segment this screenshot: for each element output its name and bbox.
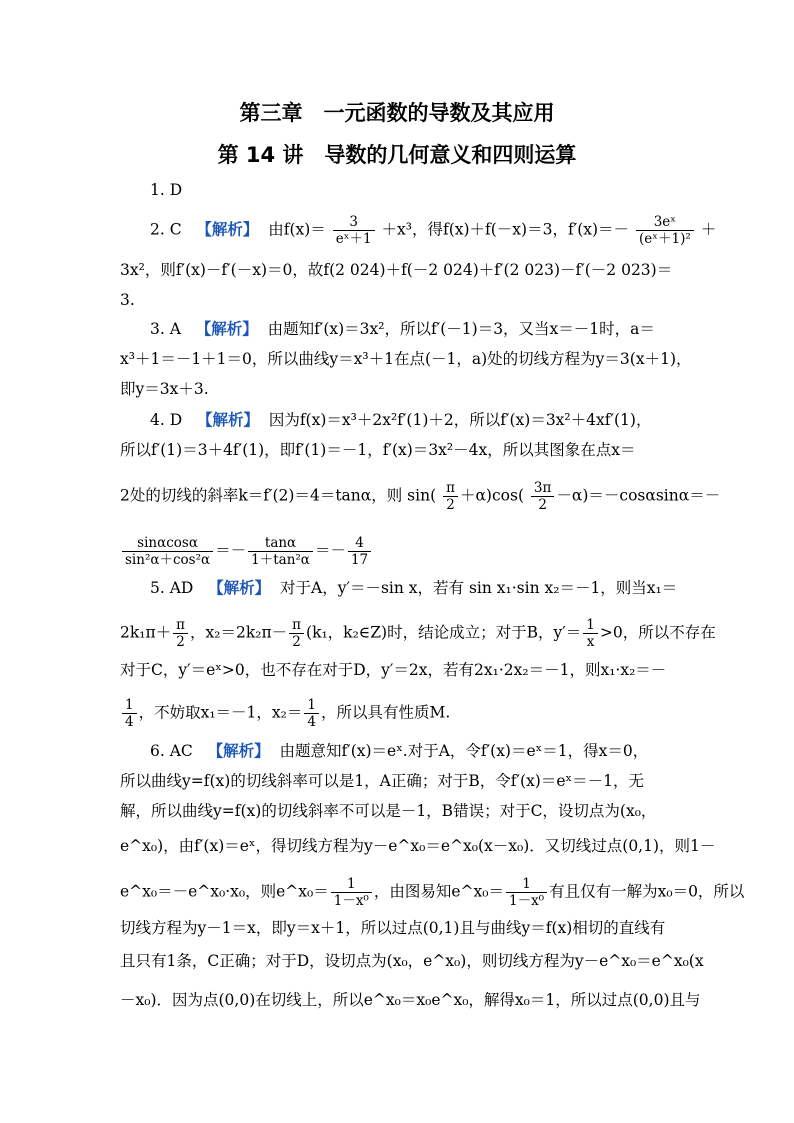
answer-6-line-2: 所以曲线y=f(x)的切线斜率可以是1，A正确；对于B，令f′(x)＝eˣ＝－1，无 [120,772,644,790]
answer-5-line-1 [150,578,676,598]
answer-4-line-3: 2处的切线的斜率k＝f′(2)＝4＝tanα，则 sin( $\frac{\pi}{2}$ ＋α)cos( $\frac{3\pi}{2}$ －α)＝－cosαsinα＝－ [120,480,721,513]
numerator: 1 [331,876,372,893]
fraction [333,214,375,247]
answer-6-line-1 [150,741,676,761]
text: ＝－ [314,541,346,560]
answer-4-line-2: 所以f′(1)＝3＋4f′(1)，即f′(1)＝－1，f′(x)＝3x²－4x，所以其图象在点x＝ [120,441,636,459]
fraction [173,617,188,650]
denominator: sin²α＋cos²α [125,552,211,568]
denominator: 2 [446,497,455,513]
text: －α [556,486,583,505]
numerator: 1 [583,617,598,634]
denominator: 2 [292,634,301,650]
answer-3-line-1 [150,319,676,339]
numerator: 3π [531,480,554,497]
numerator: π [443,480,458,497]
fraction [531,480,554,513]
text: 2k₁π＋ [120,623,172,642]
numerator: π [173,617,188,634]
text: 由题意知f′(x)＝eˣ.对于A，令f′(x)＝eˣ＝1，得x＝0， [279,742,649,760]
denominator: 2 [176,634,185,650]
text: ，所以具有性质M. [320,703,451,722]
fraction [443,480,458,513]
text: 对于A，y′＝－sin x，若有 sin x₁·sin x₂＝－1，则当x₁＝ [280,579,678,597]
text: e^x₀＝－e^x₀·x₀，则e^x₀＝ [120,882,329,901]
text: 由f(x)＝ [268,220,326,239]
text: ＋α [459,486,486,505]
answer-5-line-2 [120,617,716,650]
numerator: 3 [333,214,375,231]
numerator: π [289,617,304,634]
text: 2处的切线的斜率k＝f′(2)＝4＝tanα，则 sin [120,486,431,505]
fraction [304,697,319,730]
answer-4-line-4 [120,535,676,568]
analysis-tag: 【解析】 [196,220,259,239]
fraction [348,535,371,568]
fraction [289,617,304,650]
answer-6-head: 6. AC [150,742,193,760]
answer-2-line-1 [150,214,717,247]
denominator: 1＋tan²α [251,552,310,568]
fraction [248,535,313,568]
denominator: 4 [307,714,316,730]
text: ，x₂＝2k₂π－ [190,623,288,642]
text: 由题知f′(x)＝3x²，所以f′(－1)＝3，又当x＝－1时，a＝ [267,320,655,338]
fraction [583,617,598,650]
denominator: (eˣ＋1)² [639,231,691,247]
answer-6-line-8: －x₀)．因为点(0,0)在切线上，所以e^x₀＝x₀e^x₀，解得x₀＝1，所以过点(0,0)且与 [120,991,701,1009]
analysis-tag: 【解析】 [208,579,271,597]
answer-6-line-7: 且只有1条，C正确；对于D，设切点为(x₀，e^x₀)，则切线方程为y－e^x₀＝e^x₀(x [120,952,704,970]
answer-4-line-1 [150,410,676,430]
text: cos [491,486,518,505]
analysis-tag: 【解析】 [195,320,258,338]
text: ＋x³，得f(x)＋f(－x)＝3，f′(x)＝－ [381,220,630,239]
numerator: 3eˣ [636,214,694,231]
denominator: eˣ＋1 [335,231,372,247]
numerator: 1 [304,697,319,714]
numerator: 4 [348,535,371,552]
answer-3-head: 3. A [150,320,181,338]
analysis-tag: 【解析】 [207,742,270,760]
denominator: x [586,634,595,650]
numerator: 1 [506,876,547,893]
answer-2-head: 2. C [150,220,182,239]
chapter-title: 第三章 一元函数的导数及其应用 [239,101,555,125]
fraction [636,214,694,247]
answer-5-line-4 [120,697,676,730]
denominator: 17 [350,552,369,568]
denominator: 1－x⁰ [333,893,369,909]
numerator: tanα [248,535,313,552]
lecture-title: 第 14 讲 导数的几何意义和四则运算 [217,143,577,167]
fraction [122,535,213,568]
answer-5-head: 5. AD [150,579,194,597]
text: ＝－cosαsinα＝－ [588,486,721,505]
answer-6-line-3: 解，所以曲线y=f(x)的切线斜率不可以是－1，B错误；对于C，设切点为(x₀， [120,802,657,820]
text: ，不妨取x₁＝－1，x₂＝ [138,703,303,722]
text: 因为f(x)＝x³＋2x²f′(1)＋2，所以f′(x)＝3x²＋4xf′(1)， [268,411,652,429]
fraction [506,876,547,909]
answer-2-line-2: 3x²，则f′(x)－f′(－x)＝0，故f(2 024)＋f(－2 024)＋f′(2 023)－f′(－2 023)＝ [120,261,673,279]
text: 有且仅有一解为x₀＝0，所以 [549,882,745,901]
fraction [331,876,372,909]
text: ＝－ [215,541,247,560]
denominator: 2 [538,497,547,513]
answer-4-head: 4. D [150,411,183,429]
text: >0，所以不存在 [599,623,716,642]
answer-5-line-3: 对于C，y′＝eˣ>0，也不存在对于D，y′＝2x，若有2x₁·2x₂＝－1，则x₁·x₂＝－ [120,661,667,679]
denominator: 4 [125,714,134,730]
answer-6-line-5 [120,876,745,909]
text: (k₁，k₂∈Z)时，结论成立；对于B，y′＝ [306,623,582,642]
answer-6-line-4: e^x₀)，由f′(x)＝eˣ，得切线方程为y－e^x₀＝e^x₀(x－x₀)．又切线过点(0,1)，则1－ [120,837,716,855]
answer-1: 1. D [150,181,183,199]
text: ＋ [700,220,717,239]
fraction [122,697,137,730]
answer-2-line-3: 3. [120,291,135,309]
numerator: 1 [122,697,137,714]
denominator: 1－x⁰ [508,893,545,909]
answer-6-line-6: 切线方程为y－1＝x，即y＝x＋1，所以过点(0,1)且与曲线y＝f(x)相切的直线有 [120,919,666,937]
numerator: sinαcosα [122,535,213,552]
text: ，由图易知e^x₀＝ [373,882,504,901]
answer-3-line-2: x³＋1＝－1＋1＝0，所以曲线y＝x³＋1在点(－1，a)处的切线方程为y＝3(x＋1)， [120,350,692,368]
analysis-tag: 【解析】 [196,411,259,429]
answer-3-line-3: 即y＝3x＋3. [120,380,209,398]
